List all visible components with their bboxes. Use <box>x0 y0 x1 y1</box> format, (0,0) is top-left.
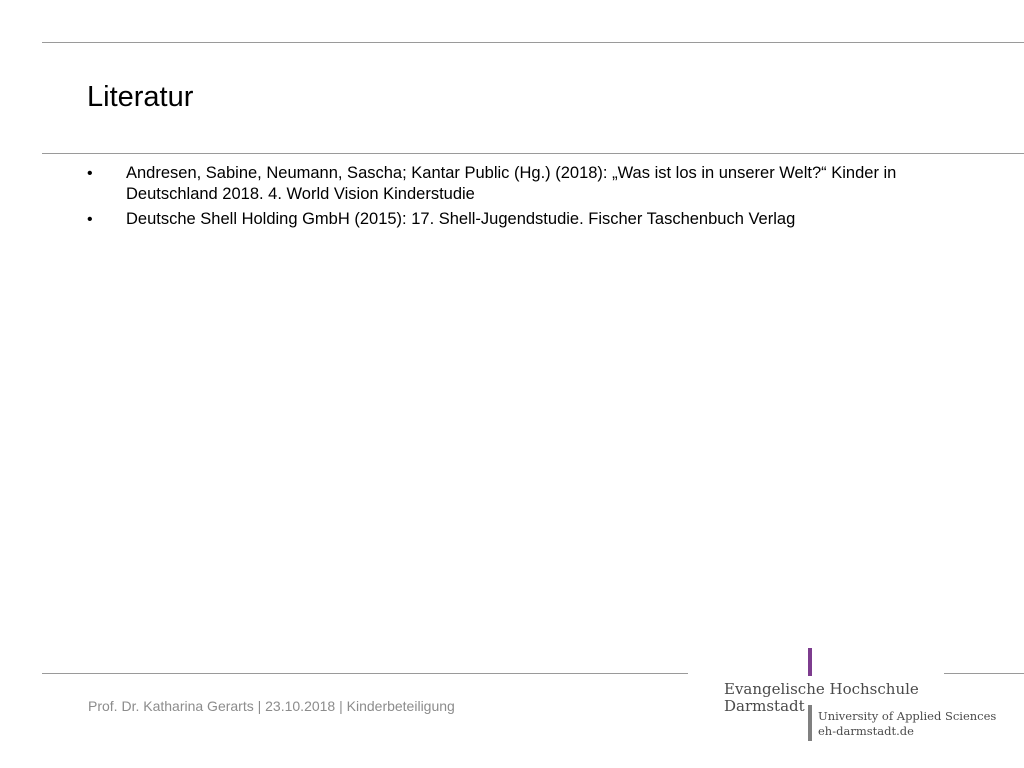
top-divider <box>42 42 1024 43</box>
logo-name-line2: Darmstadt <box>724 697 805 715</box>
reference-list <box>87 163 967 234</box>
logo-sub-line2: eh-darmstadt.de <box>818 724 914 738</box>
page-title: Literatur <box>87 81 194 114</box>
bullet-icon: • <box>87 211 93 228</box>
logo-name-line1: Evangelische Hochschule <box>724 680 919 698</box>
reference-text: Andresen, Sabine, Neumann, Sascha; Kantar Public (Hg.) (2018): „Was ist los in unserer Welt?“ Kinder in Deutschland 2018. 4. World Vision Kinderstudie <box>126 164 897 203</box>
footer-divider-left <box>42 673 688 674</box>
list-item <box>87 163 967 205</box>
reference-text: Deutsche Shell Holding GmbH (2015): 17. Shell-Jugendstudie. Fischer Taschenbuch Verlag <box>126 210 796 228</box>
logo-sub-line1: University of Applied Sciences <box>818 709 997 723</box>
logo-divider-bar <box>808 705 812 741</box>
bullet-icon: • <box>87 165 93 182</box>
list-item <box>87 209 967 230</box>
footer-text: Prof. Dr. Katharina Gerarts | 23.10.2018 | Kinderbeteiligung <box>88 698 455 714</box>
university-logo <box>688 645 997 745</box>
logo-subtitle <box>818 709 996 739</box>
title-divider <box>42 153 1024 154</box>
logo-accent-bar <box>808 648 812 676</box>
